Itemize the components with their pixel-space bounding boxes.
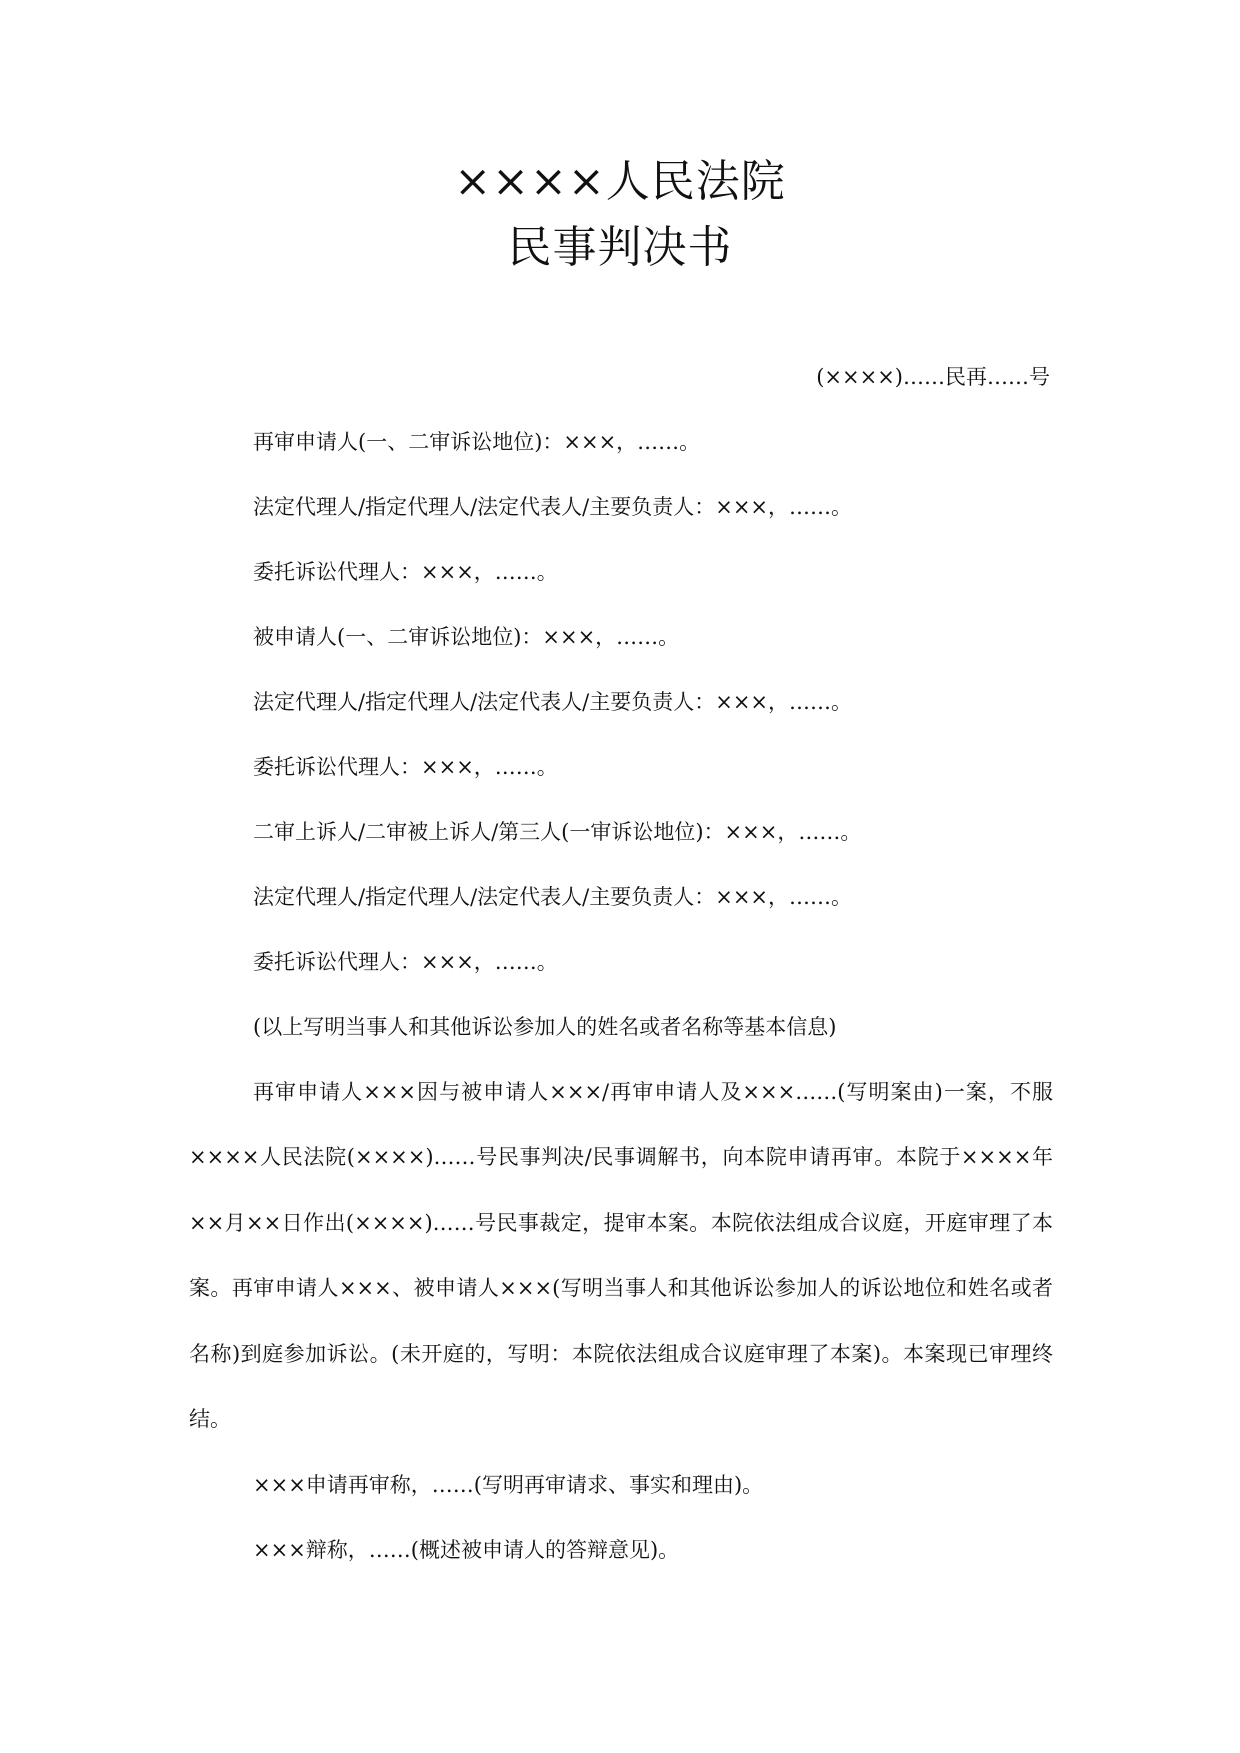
case-number: (××××)……民再……号 [816,365,1050,389]
court-name: ××××人民法院 [454,156,786,207]
respondent-defense-paragraph: ×××辩称，……(概述被申请人的答辩意见)。 [253,1538,680,1562]
applicant-claim-paragraph: ×××申请再审称，……(写明再审请求、事实和理由)。 [253,1473,764,1497]
party-line-applicant: 再审申请人(一、二审诉讼地位)：×××，……。 [253,430,701,454]
document-title: 民事判决书 [507,222,733,273]
party-line-respondent: 被申请人(一、二审诉讼地位)：×××，……。 [253,625,680,649]
party-info-note: (以上写明当事人和其他诉讼参加人的姓名或者名称等基本信息) [253,1015,837,1039]
party-line-applicant-agent: 委托诉讼代理人：×××，……。 [253,560,558,584]
party-line-respondent-representative: 法定代理人/指定代理人/法定代表人/主要负责人：×××，……。 [253,690,853,714]
party-line-third-party-representative: 法定代理人/指定代理人/法定代表人/主要负责人：×××，……。 [253,885,853,909]
party-line-third-party-agent: 委托诉讼代理人：×××，……。 [253,950,558,974]
party-line-applicant-representative: 法定代理人/指定代理人/法定代表人/主要负责人：×××，……。 [253,495,853,519]
procedure-paragraph: 再审申请人×××因与被申请人×××/再审申请人及×××……(写明案由)一案，不服××××人民法院(××××)……号民事判决/民事调解书，向本院申请再审。本院于××××年××月××日作出(××××)……号民事裁定，提审本案。本院依法组成合议庭，开庭审理了本案。再审申请人×××、被申请人×××(写明当事人和其他诉讼参加人的诉讼地位和姓名或者名称)到庭参加诉讼。(未开庭的，写明：本院依法组成合议庭审理了本案)。本案现已审理终结。 [189,1080,1053,1432]
party-line-respondent-agent: 委托诉讼代理人：×××，……。 [253,755,558,779]
party-line-third-party: 二审上诉人/二审被上诉人/第三人(一审诉讼地位)：×××，……。 [253,820,862,844]
